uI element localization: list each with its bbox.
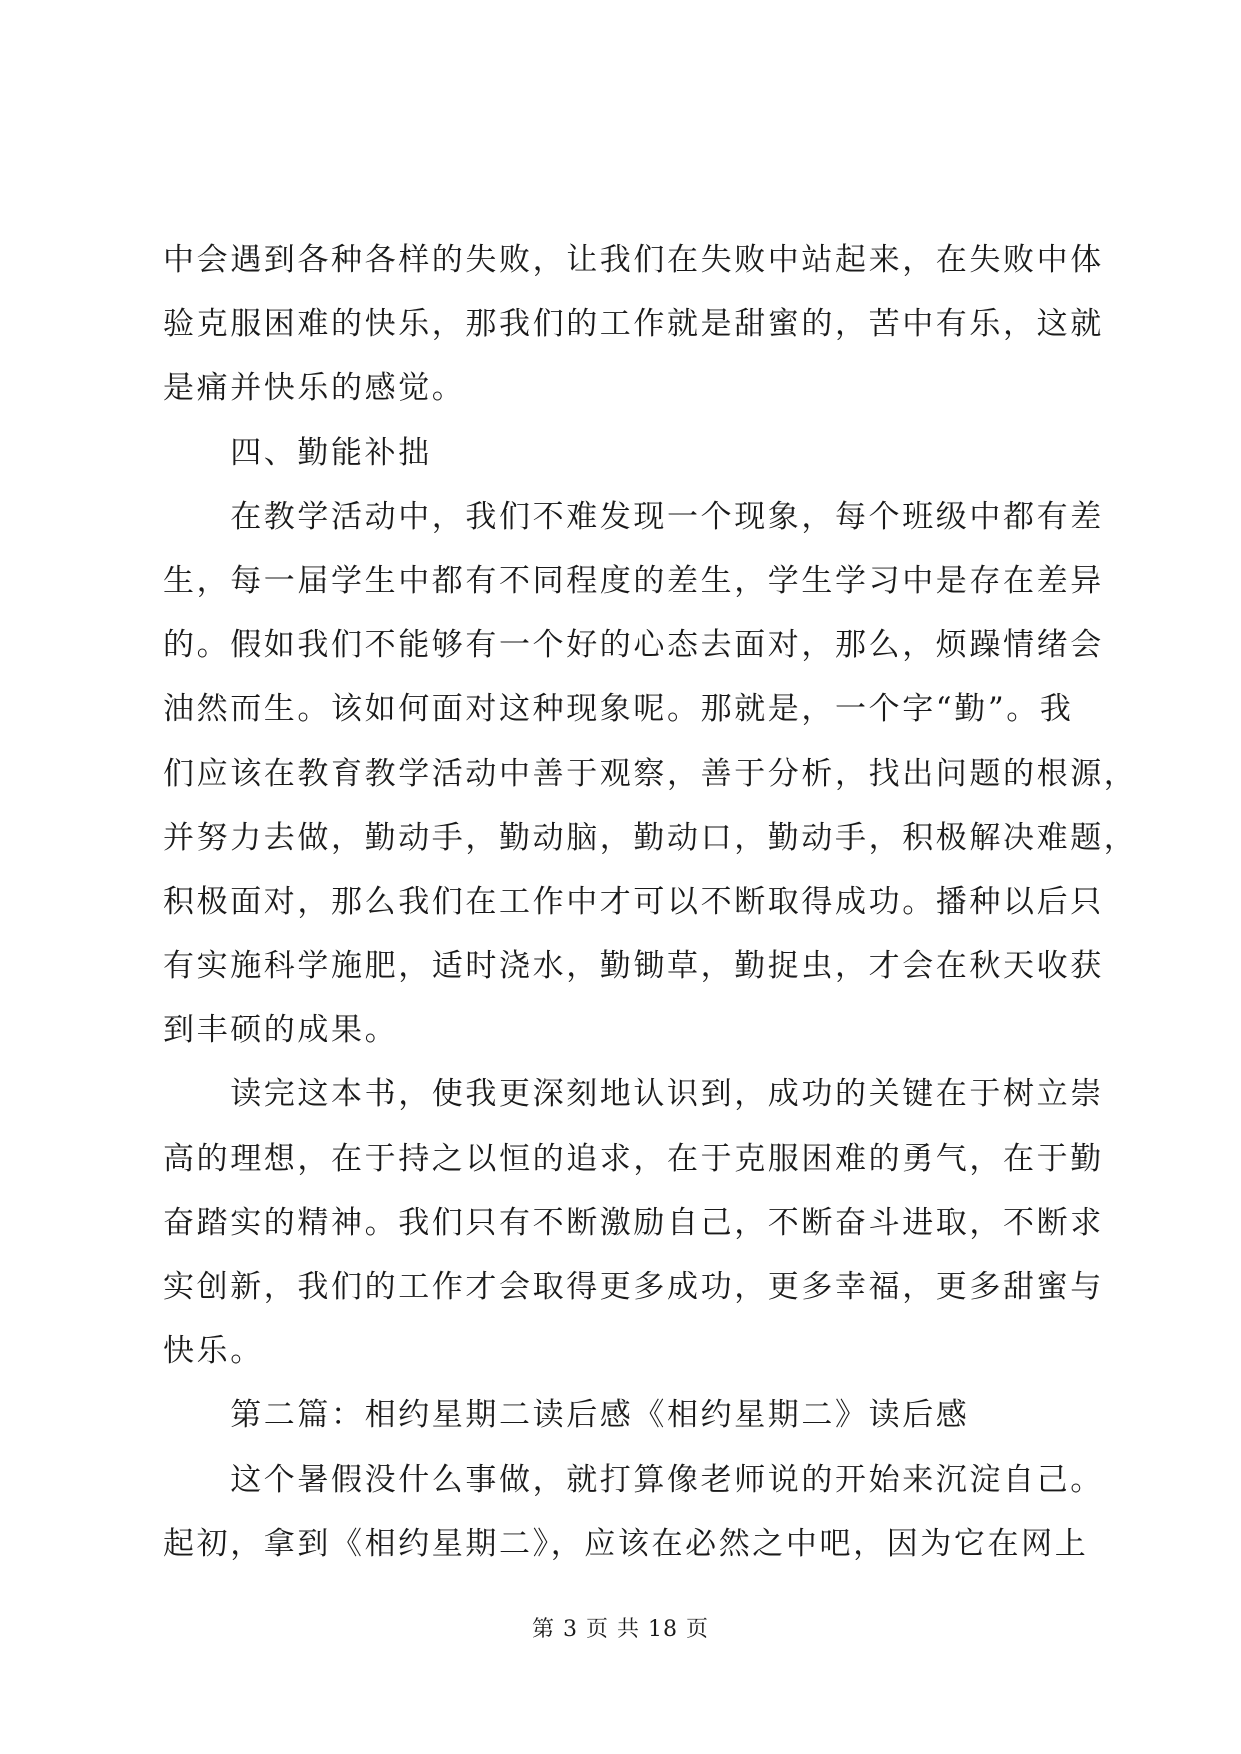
text-line: 到丰硕的成果。	[163, 1012, 399, 1049]
section-heading: 四、勤能补拙	[163, 434, 432, 471]
text-line: 实创新，我们的工作才会取得更多成功，更多幸福，更多甜蜜与	[163, 1269, 1104, 1305]
text-line: 起初，拿到《相约星期二》，应该在必然之中吧，因为它在网上	[163, 1525, 1089, 1562]
text-line: 验克服困难的快乐，那我们的工作就是甜蜜的，苦中有乐，这就	[163, 306, 1104, 343]
text-line: 这个暑假没什么事做，就打算像老师说的开始来沉淀自己。	[163, 1461, 1104, 1498]
text-line: 积极面对，那么我们在工作中才可以不断取得成功。播种以后只	[163, 883, 1104, 920]
text-line: 并努力去做，勤动手，勤动脑，勤动口，勤动手，积极解决难题，	[163, 819, 1138, 856]
text-line: 高的理想，在于持之以恒的追求，在于克服困难的勇气，在于勤	[163, 1140, 1104, 1177]
text-line: 在教学活动中，我们不难发现一个现象，每个班级中都有差	[163, 498, 1104, 535]
text-line: 快乐。	[163, 1333, 264, 1370]
text-line: 油然而生。该如何面对这种现象呢。那就是，一个字“勤”。我	[163, 691, 1074, 728]
page-body	[163, 228, 1138, 1576]
text-line: 们应该在教育教学活动中善于观察，善于分析，找出问题的根源，	[163, 755, 1138, 792]
text-line: 有实施科学施肥，适时浇水，勤锄草，勤捉虫，才会在秋天收获	[163, 948, 1104, 985]
text-line: 中会遇到各种各样的失败，让我们在失败中站起来，在失败中体	[163, 242, 1104, 278]
text-line: 读完这本书，使我更深刻地认识到，成功的关键在于树立崇	[163, 1076, 1104, 1113]
text-line: 生，每一届学生中都有不同程度的差生，学生学习中是存在差异	[163, 562, 1104, 599]
section-heading: 第二篇：相约星期二读后感《相约星期二》读后感	[163, 1397, 970, 1434]
text-line: 奋踏实的精神。我们只有不断激励自己，不断奋斗进取，不断求	[163, 1204, 1104, 1241]
page-footer: 第 3 页 共 18 页	[532, 1617, 709, 1642]
text-line: 的。假如我们不能够有一个好的心态去面对，那么，烦躁情绪会	[163, 627, 1104, 664]
text-line: 是痛并快乐的感觉。	[163, 370, 466, 407]
